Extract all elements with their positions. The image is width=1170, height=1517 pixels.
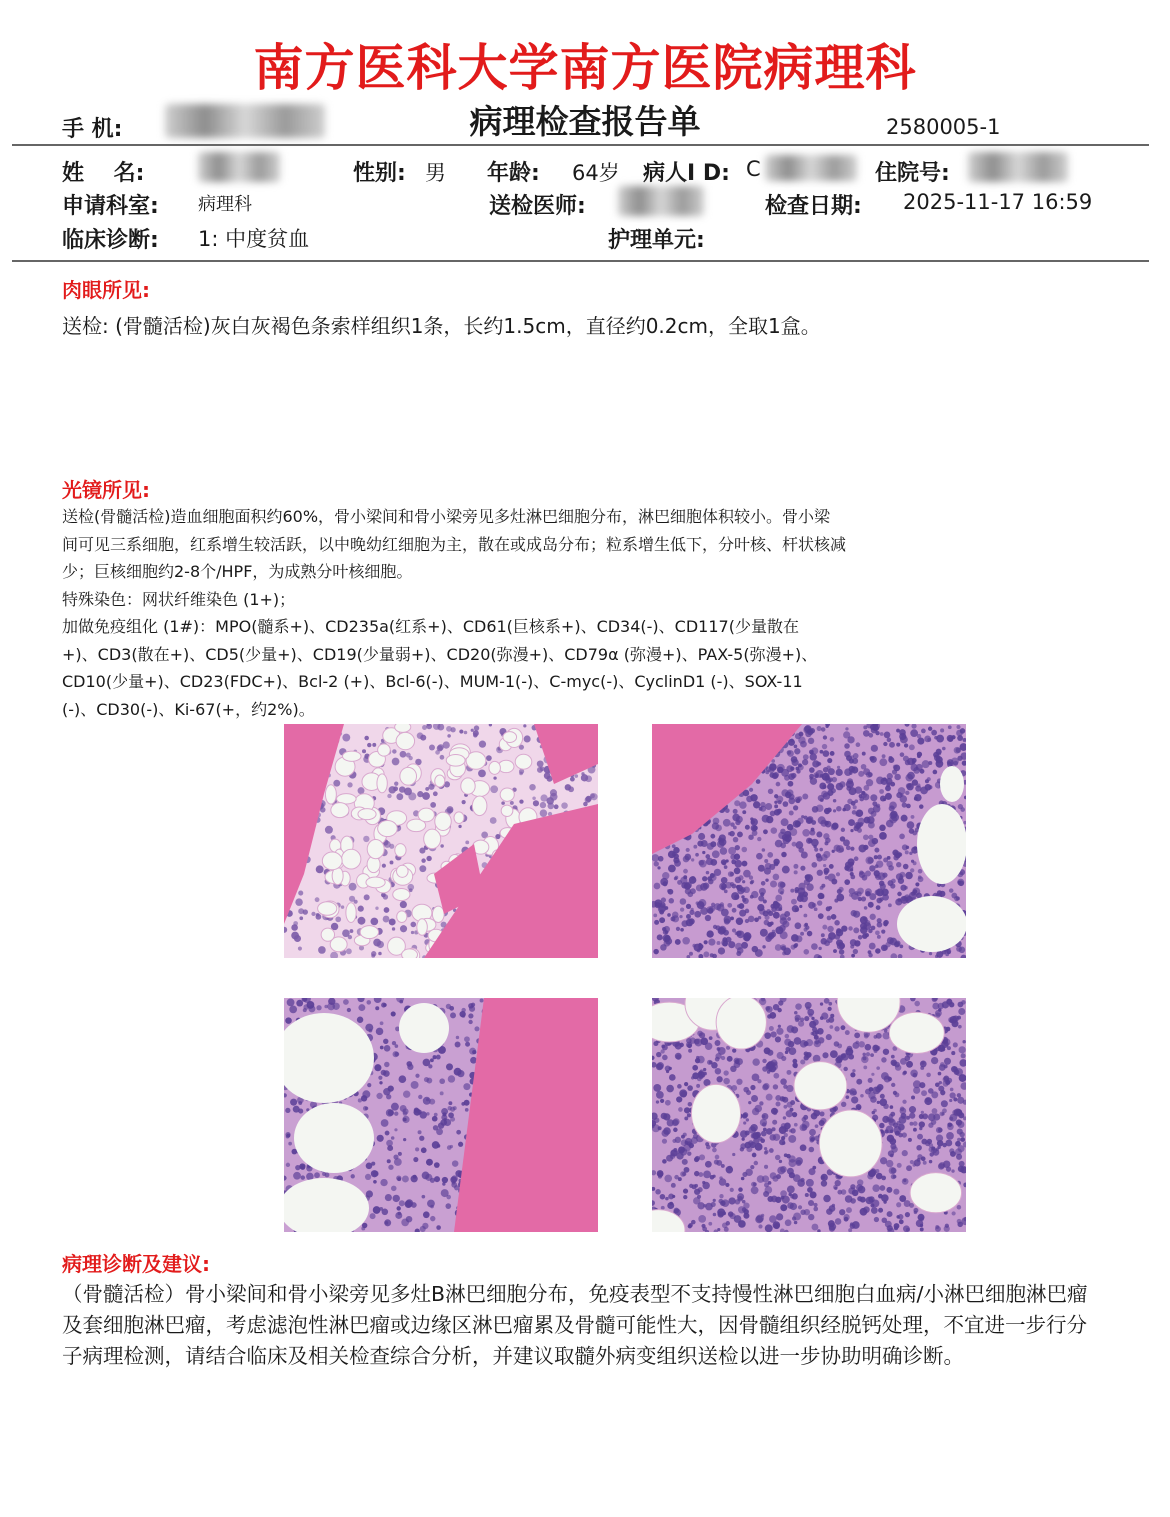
age-label: 年龄:	[487, 161, 540, 186]
phone-label: 手 机:	[62, 117, 123, 142]
micrograph-3-svg	[284, 998, 598, 1232]
ihc-line-1: 加做免疫组化 (1#)：MPO(髓系+)、CD235a(红系+)、CD61(巨核系+)、CD34(-)、CD117(少量散在	[62, 617, 799, 636]
micrograph-cellular-area	[652, 998, 966, 1232]
micrograph-2-svg	[652, 724, 966, 958]
dept-label: 申请科室:	[62, 194, 159, 219]
redacted-name	[198, 152, 280, 182]
name-label: 姓 名:	[62, 161, 145, 186]
diagnosis-text: （骨髓活检）骨小梁间和骨小梁旁见多灶B淋巴细胞分布，免疫表型不支持慢性淋巴细胞白血病/小淋巴细胞淋巴瘤及套细胞淋巴瘤，考虑滤泡性淋巴瘤或边缘区淋巴瘤累及骨髓可能性大，因骨髓组织经脱钙处理，不宜进一步行分子病理检测，请结合临床及相关检查综合分析，并建议取髓外病变组织送检以进一步协助明确诊断。	[62, 1282, 1088, 1368]
gender-label: 性别:	[353, 161, 406, 186]
gross-text: 送检: (骨髓活检)灰白灰褐色条索样组织1条，长约1.5cm，直径约0.2cm，全取1盒。	[62, 314, 821, 338]
header-divider	[12, 144, 1149, 146]
report-title: 病理检查报告单	[469, 102, 701, 141]
micro-line-3: 少；巨核细胞约2-8个/HPF，为成熟分叶核细胞。	[62, 562, 413, 581]
age-value: 64岁	[572, 161, 620, 185]
nursing-unit-label: 护理单元:	[608, 228, 705, 253]
micrograph-low-power	[284, 724, 598, 958]
gender-value: 男	[425, 161, 446, 185]
microscopy-title: 光镜所见:	[62, 478, 150, 502]
inpatient-label: 住院号:	[875, 161, 950, 186]
redacted-doctor	[618, 186, 704, 216]
micrograph-trabecula-edge	[652, 724, 966, 958]
micrograph-trabecula-fat	[284, 998, 598, 1232]
hospital-name: 南方医科大学南方医院病理科	[253, 39, 917, 97]
microscopy-text	[62, 503, 1122, 723]
exam-date-label: 检查日期:	[765, 194, 862, 219]
exam-date-value: 2025-11-17 16:59	[903, 190, 1093, 214]
micro-line-2: 间可见三系细胞，红系增生较活跃，以中晚幼红细胞为主，散在或成岛分布；粒系增生低下，分叶核、杆状核减	[62, 534, 847, 554]
micrograph-1-svg	[284, 724, 598, 958]
patient-id-partial: C	[746, 157, 761, 181]
patient-id-label: 病人I D:	[643, 161, 730, 186]
dept-value: 病理科	[198, 194, 252, 215]
redacted-inpatient-no	[968, 152, 1068, 182]
redacted-patient-id	[765, 155, 857, 181]
micro-line-1: 送检(骨髓活检)造血细胞面积约60%，骨小梁间和骨小梁旁见多灶淋巴细胞分布，淋巴细胞体积较小。骨小梁	[62, 507, 831, 526]
special-stain-line: 特殊染色：网状纤维染色 (1+)；	[62, 589, 296, 609]
gross-title: 肉眼所见:	[62, 278, 150, 302]
doctor-label: 送检医师:	[489, 194, 586, 219]
clinical-diagnosis-value: 1: 中度贫血	[198, 227, 310, 251]
report-number: 2580005-1	[886, 115, 1001, 139]
micrograph-4-svg	[652, 998, 966, 1232]
info-divider	[12, 260, 1149, 262]
diagnosis-title: 病理诊断及建议:	[62, 1252, 210, 1276]
ihc-line-3: CD10(少量+)、CD23(FDC+)、Bcl-2 (+)、Bcl-6(-)、MUM-1(-)、C-myc(-)、CyclinD1 (-)、SOX-11	[62, 672, 803, 691]
clinical-diagnosis-label: 临床诊断:	[62, 228, 159, 253]
ihc-line-4: (-)、CD30(-)、Ki-67(+，约2%)。	[62, 699, 315, 719]
ihc-line-2: +)、CD3(散在+)、CD5(少量+)、CD19(少量弱+)、CD20(弥漫+)、CD79α (弥漫+)、PAX-5(弥漫+)、	[62, 644, 818, 664]
